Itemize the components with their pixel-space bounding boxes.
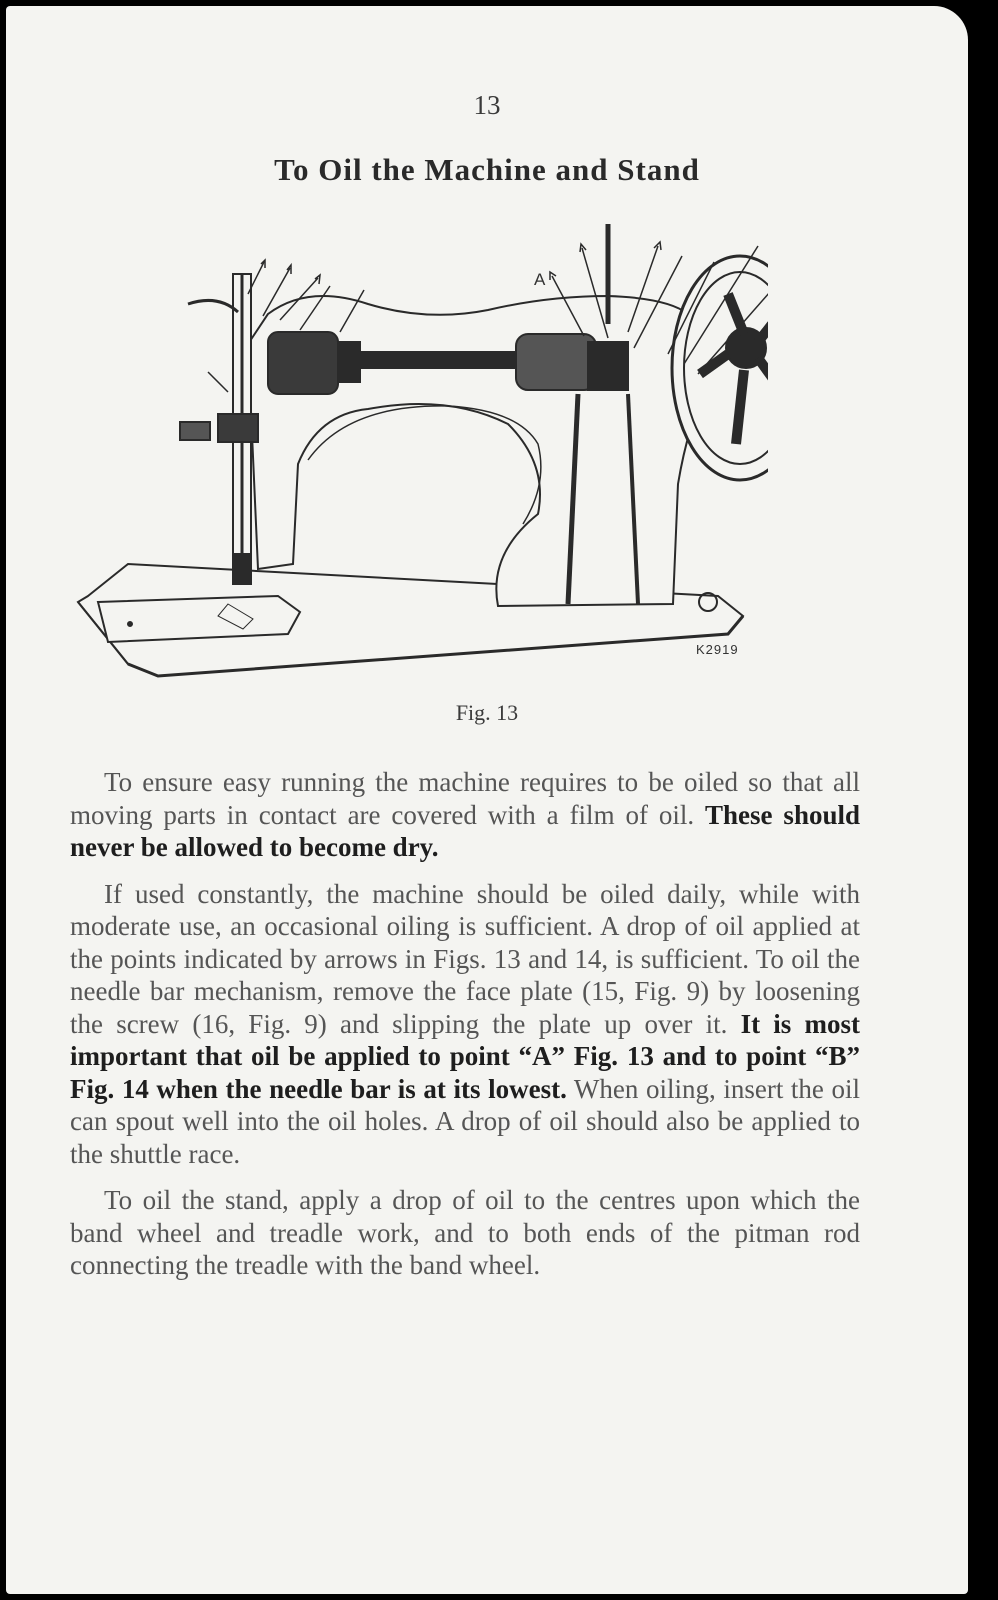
- sewing-machine-illustration: [68, 224, 768, 704]
- paragraph-2: [70, 878, 860, 1171]
- paragraph-3: [70, 1184, 860, 1282]
- page-number: 13: [473, 90, 501, 120]
- text-segment: When oiling, insert the oil can spout well into the oil holes. A drop of oil should also be applied to the shuttle race.: [70, 1073, 860, 1169]
- text-segment: To oil the stand, apply a drop of oil to the centres upon which the band wheel and treadle work, and to both ends of the pitman rod connecting the treadle with the band wheel.: [70, 1185, 860, 1280]
- manual-page: [6, 6, 968, 1594]
- figure-code: K2919: [696, 642, 739, 657]
- bold-text-segment: It is most important that oil be applied to point “A” Fig. 13 and to point “B” Fig. 14 when the needle bar is at its lowest.: [70, 1008, 860, 1104]
- point-a-label: A: [534, 270, 546, 289]
- figure-caption: Fig. 13: [455, 700, 519, 725]
- page-title: To Oil the Machine and Stand: [274, 152, 700, 187]
- text-segment: If used constantly, the machine should be oiled daily, while with moderate use, an occasional oiling is sufficient. A drop of oil applied at the points indicated by arrows in Figs. 13 and 14, is sufficient. To oil the needle bar mechanism, remove the face plate (15, Fig. 9) by loosening the screw (16, Fig. 9) and slipping the plate up over it.: [70, 878, 860, 1039]
- sewing-machine-figure: [68, 224, 768, 704]
- bold-text-segment: These should never be allowed to become dry.: [70, 799, 860, 862]
- body-text: [70, 766, 860, 1296]
- text-segment: To ensure easy running the machine requires to be oiled so that all moving parts in contact are covered with a film of oil.: [70, 767, 860, 830]
- paragraph-1: [70, 766, 860, 864]
